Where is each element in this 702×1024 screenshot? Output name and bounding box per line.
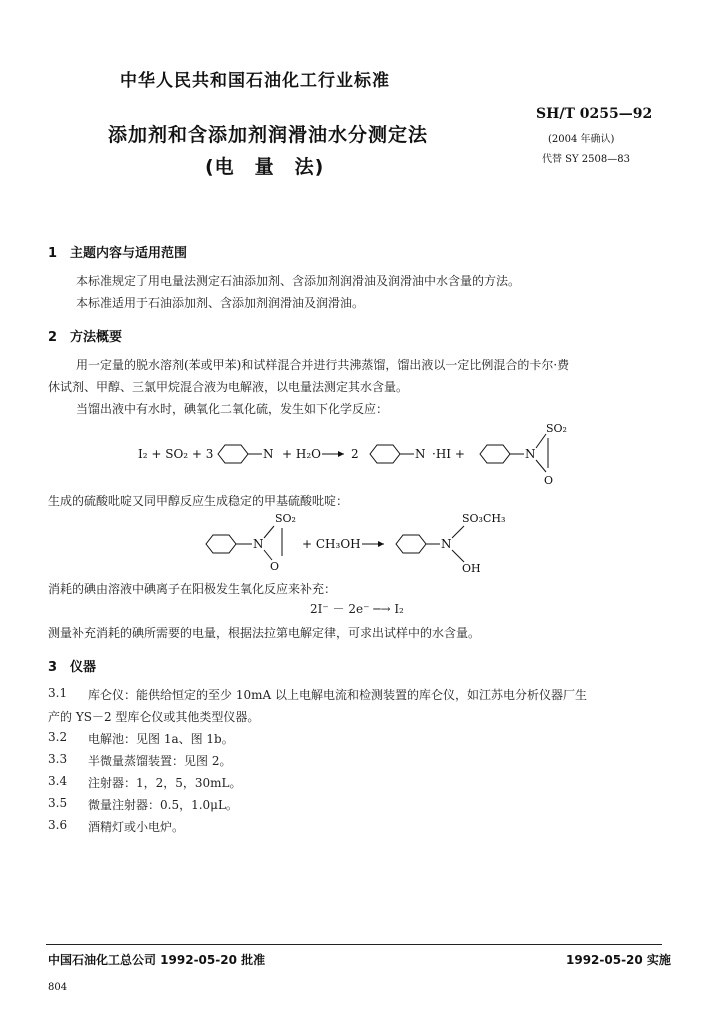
eq1-coef2: 2 — [351, 447, 359, 461]
document-title: 添加剂和含添加剂润滑油水分测定法 — [108, 124, 429, 146]
eq2-so3ch3: SO₃CH₃ — [462, 512, 506, 525]
item-3-1-text-b: 产的 YS－2 型库仑仪或其他类型仪器。 — [48, 710, 260, 724]
section-2-paragraph-5: 测量补充消耗的碘所需要的电量，根据法拉第电解定律，可求出试样中的水含量。 — [48, 626, 481, 640]
reaction-equation-3: 2I⁻ － 2e⁻ ─→ I₂ — [310, 602, 404, 616]
pyridine-ring — [370, 445, 400, 463]
item-3-6-text: 酒精灯或小电炉。 — [88, 820, 185, 834]
item-3-3-text: 半微量蒸馏装置：见图 2。 — [88, 754, 232, 768]
approval-note: 中国石油化工总公司 1992-05-20 批准 — [48, 953, 266, 967]
eq1-plus-water: + H₂O — [282, 447, 321, 461]
replaces-note: 代替 SY 2508—83 — [542, 154, 630, 165]
eq1-hi: ·HI + — [432, 447, 465, 461]
eq1-o: O — [544, 474, 554, 487]
section-1-paragraph-1: 本标准规定了用电量法测定石油添加剂、含添加剂润滑油及润滑油中水含量的方法。 — [76, 274, 521, 288]
effective-date: 1992-05-20 实施 — [566, 953, 671, 967]
eq2-n2: N — [441, 537, 452, 551]
standard-number: SH/T 0255—92 — [536, 106, 653, 122]
item-3-4-text: 注射器：1，2，5，30mL。 — [88, 776, 242, 790]
section-2-heading: 2 方法概要 — [48, 330, 123, 345]
section-1-heading: 1 主题内容与适用范围 — [48, 246, 188, 261]
item-3-3-number: 3.3 — [48, 752, 68, 766]
section-3-heading: 3 仪器 — [48, 660, 97, 675]
section-2-paragraph-3: 生成的硫酸吡啶又同甲醇反应生成稳定的甲基硫酸吡啶： — [48, 494, 349, 508]
section-2-paragraph-2: 当馏出液中有水时，碘氧化二氧化硫，发生如下化学反应： — [76, 402, 389, 416]
eq1-n3: N — [525, 447, 536, 461]
pyridine-ring — [218, 445, 248, 463]
eq1-n1: N — [263, 447, 274, 461]
item-3-2-text: 电解池：见图 1a、图 1b。 — [88, 732, 234, 746]
confirmation-note: (2004 年确认) — [548, 134, 615, 145]
pyridine-ring — [206, 535, 236, 553]
section-2-paragraph-1b: 休试剂、甲醇、三氯甲烷混合液为电解液，以电量法测定其水含量。 — [48, 380, 409, 394]
item-3-1-number: 3.1 — [48, 686, 68, 700]
eq2-oh: OH — [462, 562, 481, 575]
eq2-n1: N — [253, 537, 264, 551]
item-3-4-number: 3.4 — [48, 774, 68, 788]
item-3-2-number: 3.2 — [48, 730, 68, 744]
arrow-head — [338, 451, 344, 457]
eq2-so2: SO₂ — [275, 512, 296, 525]
item-3-6-number: 3.6 — [48, 818, 68, 832]
item-3-5-text: 微量注射器：0.5，1.0μL。 — [88, 798, 238, 812]
item-3-1-text-a: 库仑仪：能供给恒定的至少 10mA 以上电解电流和检测装置的库仑仪，如江苏电分析仪器厂生 — [88, 688, 587, 702]
section-1-paragraph-2: 本标准适用于石油添加剂、含添加剂润滑油及润滑油。 — [76, 296, 365, 310]
eq2-o: O — [270, 560, 280, 573]
pyridine-ring — [480, 445, 510, 463]
eq2-plus-meoh: + CH₃OH — [302, 537, 361, 551]
eq1-n2: N — [415, 447, 426, 461]
footer-rule — [46, 944, 662, 945]
reaction-equation-2 — [0, 508, 702, 576]
page-number: 804 — [48, 982, 68, 993]
pyridine-ring — [396, 535, 426, 553]
arrow-head — [378, 541, 384, 547]
eq1-lhs: I₂ + SO₂ + 3 — [138, 447, 214, 461]
eq1-so2: SO₂ — [546, 422, 567, 435]
section-2-paragraph-1a: 用一定量的脱水溶剂(苯或甲苯)和试样混合并进行共沸蒸馏，馏出液以一定比例混合的卡尔·费 — [76, 358, 570, 372]
section-2-paragraph-4: 消耗的碘由溶液中碘离子在阳极发生氧化反应来补充： — [48, 582, 337, 596]
reaction-equation-1 — [0, 418, 702, 490]
issuer-name: 中华人民共和国石油化工行业标准 — [120, 71, 390, 91]
document-subtitle: (电 量 法) — [205, 156, 325, 178]
item-3-5-number: 3.5 — [48, 796, 68, 810]
